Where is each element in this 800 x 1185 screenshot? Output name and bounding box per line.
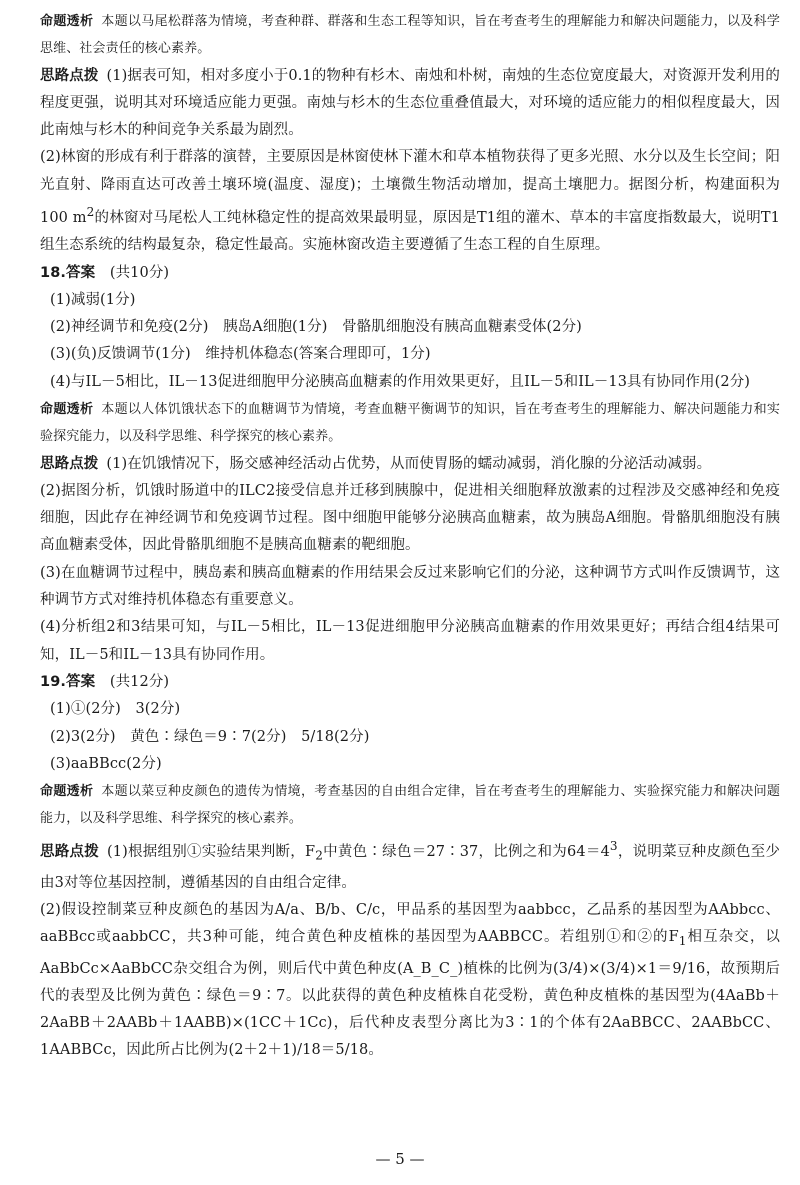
q18-intro: 命题透析 本题以人体饥饿状态下的血糖调节为情境，考查血糖平衡调节的知识，旨在考查考生的理解能力、解决问题能力和实验探究能力，以及科学思维、科学探究的核心素养。 [40, 401, 780, 445]
q19-hint-1: 思路点拨 (1)根据组别①实验结果判断，$F_2$中黄色∶绿色＝27∶37，比例之和为$64=4^3$，说明菜豆种皮颜色至少由3对等位基因控制，遵循基因的自由组合定律。 [40, 838, 780, 891]
q19-answer-3: (3)aaBBcc(2分) [50, 755, 162, 772]
q18-hint-2: (2)据图分析，饥饿时肠道中的ILC2接受信息并迁移到胰腺中，促进相关细胞释放激素的过程涉及交感神经和免疫细胞，因此存在神经调节和免疫调节过程。图中细胞甲能够分泌胰高血糖素，故为胰岛A细胞。骨骼肌细胞没有胰高血糖素受体，因此骨骼肌细胞不是胰高血糖素的靶细胞。 [40, 482, 780, 554]
q19-answer-1: (1)①(2分) 3(2分) [50, 701, 181, 718]
q19-answer-2: (2)3(2分) 黄色∶绿色＝9∶7(2分) 5/18(2分) [50, 728, 370, 745]
q18-hint-1: 思路点拨 (1)在饥饿情况下，肠交感神经活动占优势，从而使胃肠的蠕动减弱，消化腺的分泌活动减弱。 [40, 455, 712, 472]
q18-answer-3: (3)(负)反馈调节(1分) 维持机体稳态(答案合理即可，1分) [50, 346, 431, 363]
q18-hint-3: (3)在血糖调节过程中，胰岛素和胰高血糖素的作用结果会反过来影响它们的分泌，这种调节方式叫作反馈调节，这种调节方式对维持机体稳态有重要意义。 [40, 564, 780, 609]
q19-score: (共12分) [109, 673, 170, 690]
q17-hint-label: 思路点拨 [40, 67, 99, 84]
q17-hint-1: 思路点拨 (1)据表可知，相对多度小于0.1的物种有杉木、南烛和朴树，南烛的生态位宽度最大，对资源开发利用的程度更强，说明其对环境适应能力更强。南烛与杉木的生态位重叠值最大，对环境的适应能力的相似程度最大，因此南烛与杉木的种间竞争关系最为剧烈。 [40, 67, 781, 139]
q18-number: 18. [40, 264, 66, 281]
page-number: — 5 — [375, 1150, 425, 1168]
q18-score: (共10分) [109, 264, 170, 281]
q19-intro-label: 命题透析 [40, 784, 94, 800]
q17-intro [40, 8, 780, 63]
q18-answer-1: (1)减弱(1分) [50, 291, 136, 308]
q19-intro: 命题透析 本题以菜豆种皮颜色的遗传为情境，考查基因的自由组合定律，旨在考查考生的理解能力、实验探究能力和解决问题能力，以及科学思维、科学探究的核心素养。 [40, 784, 780, 827]
q18-answer-heading [40, 260, 780, 287]
document-page [40, 8, 780, 1065]
q17-hint-2: (2)林窗的形成有利于群落的演替，主要原因是林窗使林下灌木和草本植物获得了更多光照、水分以及生长空间；阳光直射、降雨直达可改善土壤环境(温度、湿度)；土壤微生物活动增加，提高土壤肥力。据图分析，构建面积为100 $m^2$的林窗对马尾松人工纯林稳定性的提高效果最明显，原因是T1组的灌木、草本的丰富度指数最大，说明T1组生态系统的结构最复杂，稳定性最高。实施林窗改造主要遵循了生态工程的自生原理。 [40, 149, 780, 254]
q19-number: 19. [40, 673, 66, 690]
q18-hint-label: 思路点拨 [40, 455, 99, 472]
q19-hint-2: (2)假设控制菜豆种皮颜色的基因为A/a、B/b、C/c，甲品系的基因型为aabbcc，乙品系的基因型为AAbbcc、aaBBcc或aabbCC，共3种可能，纯合黄色种皮植株的基因型为AABBCC。若组别①和②的$F_1$相互杂交，以AaBbCc×AaBbCC杂交组合为例，则后代中黄色种皮(A_B_C_)植株的比例为(3/4)×(3/4)×1＝9/16，故预期后代的表型及比例为黄色∶绿色＝9∶7。以此获得的黄色种皮植株自花受粉，黄色种皮植株的基因型为(4AaBb＋2AaBB＋2AABb＋1AABB)×(1CC＋1Cc)，后代种皮表型分离比为3∶1的个体有2AaBBCC、2AABbCC、1AABBCc，因此所占比例为(2＋2＋1)/18＝5/18。 [40, 902, 780, 1059]
q18-answer-2: (2)神经调节和免疫(2分) 胰岛A细胞(1分) 骨骼肌细胞没有胰高血糖素受体(2分) [50, 319, 582, 336]
q19-answer-heading [40, 669, 780, 696]
q18-answer-label: 答案 [66, 264, 96, 281]
q18-answer-4: (4)与IL－5相比，IL－13促进细胞甲分泌胰高血糖素的作用效果更好，且IL－5和IL－13具有协同作用(2分) [50, 373, 751, 390]
q19-hint-label: 思路点拨 [40, 843, 100, 860]
q17-intro-text: 本题以马尾松群落为情境，考查种群、群落和生态工程等知识，旨在考查考生的理解能力和解决问题能力，以及科学思维、社会责任的核心素养。 [40, 14, 780, 57]
q18-intro-label: 命题透析 [40, 401, 94, 417]
q17-intro-label: 命题透析 [40, 14, 94, 29]
q18-hint-4: (4)分析组2和3结果可知，与IL－5相比，IL－13促进细胞甲分泌胰高血糖素的作用效果更好；再结合组4结果可知，IL－5和IL－13具有协同作用。 [40, 619, 780, 663]
q19-answer-label: 答案 [66, 673, 96, 690]
